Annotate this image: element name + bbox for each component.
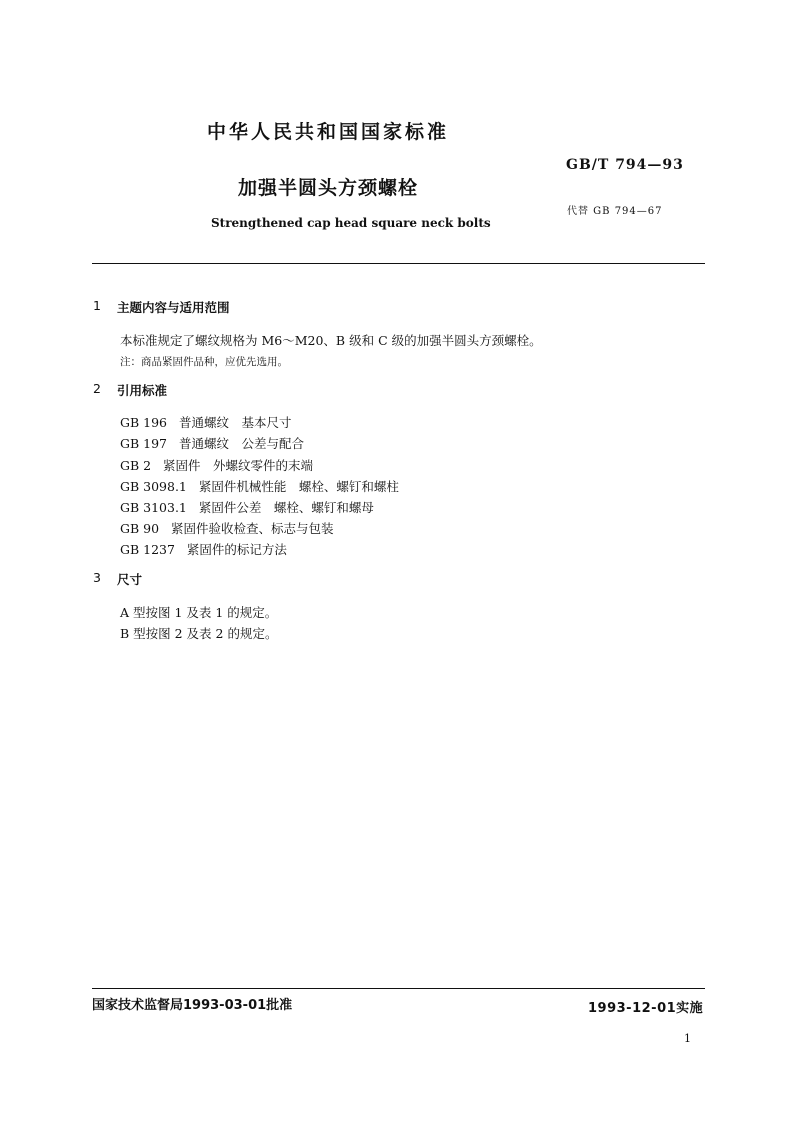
page-number: 1 xyxy=(684,1032,691,1045)
implementation-date: 1993-12-01实施 xyxy=(588,1001,704,1016)
footer-divider xyxy=(92,988,705,989)
section-2-number: 2 xyxy=(93,381,101,396)
reference-code: GB 3103.1 xyxy=(120,500,187,515)
national-standard-heading: 中华人民共和国国家标准 xyxy=(207,121,450,143)
section-1-title: 主题内容与适用范围 xyxy=(117,300,230,315)
section-1-number: 1 xyxy=(93,298,101,313)
approval-date: 国家技术监督局1993-03-01批准 xyxy=(92,998,293,1013)
section-1-note: 注：商品紧固件品种，应优先选用。 xyxy=(120,356,288,368)
section-1-paragraph: 本标准规定了螺纹规格为 M6～M20、B 级和 C 级的加强半圆头方颈螺栓。 xyxy=(120,333,542,348)
reference-title: 紧固件公差 螺栓、螺钉和螺母 xyxy=(198,500,374,515)
reference-code: GB 90 xyxy=(120,521,160,536)
reference-code: GB 3098.1 xyxy=(120,479,187,494)
section-3-title: 尺寸 xyxy=(117,572,143,587)
reference-item xyxy=(120,498,374,516)
reference-code: GB 197 xyxy=(120,436,168,451)
replaces-standard: 代替 GB 794—67 xyxy=(567,206,663,217)
reference-item xyxy=(120,413,291,431)
reference-item xyxy=(120,540,287,558)
reference-title: 紧固件机械性能 螺栓、螺钉和螺柱 xyxy=(198,479,399,494)
document-title-english: Strengthened cap head square neck bolts xyxy=(211,216,491,230)
reference-title: 紧固件 外螺纹零件的末端 xyxy=(163,458,314,473)
reference-item xyxy=(120,456,313,474)
reference-item xyxy=(120,519,334,537)
reference-item xyxy=(120,434,304,452)
reference-title: 紧固件的标记方法 xyxy=(186,542,287,557)
section-2-title: 引用标准 xyxy=(117,383,168,398)
reference-title: 普通螺纹 基本尺寸 xyxy=(178,415,292,430)
reference-code: GB 2 xyxy=(120,458,152,473)
reference-code: GB 1237 xyxy=(120,542,175,557)
reference-code: GB 196 xyxy=(120,415,168,430)
header-divider xyxy=(92,263,705,264)
section-3-number: 3 xyxy=(93,570,101,585)
section-3-line: A 型按图 1 及表 1 的规定。 xyxy=(120,605,278,620)
reference-item xyxy=(120,477,399,495)
document-title-chinese: 加强半圆头方颈螺栓 xyxy=(238,177,419,199)
section-3-line: B 型按图 2 及表 2 的规定。 xyxy=(120,626,278,641)
standard-number: GB/T 794—93 xyxy=(566,157,684,173)
reference-title: 普通螺纹 公差与配合 xyxy=(178,436,304,451)
reference-title: 紧固件验收检查、标志与包装 xyxy=(170,521,334,536)
